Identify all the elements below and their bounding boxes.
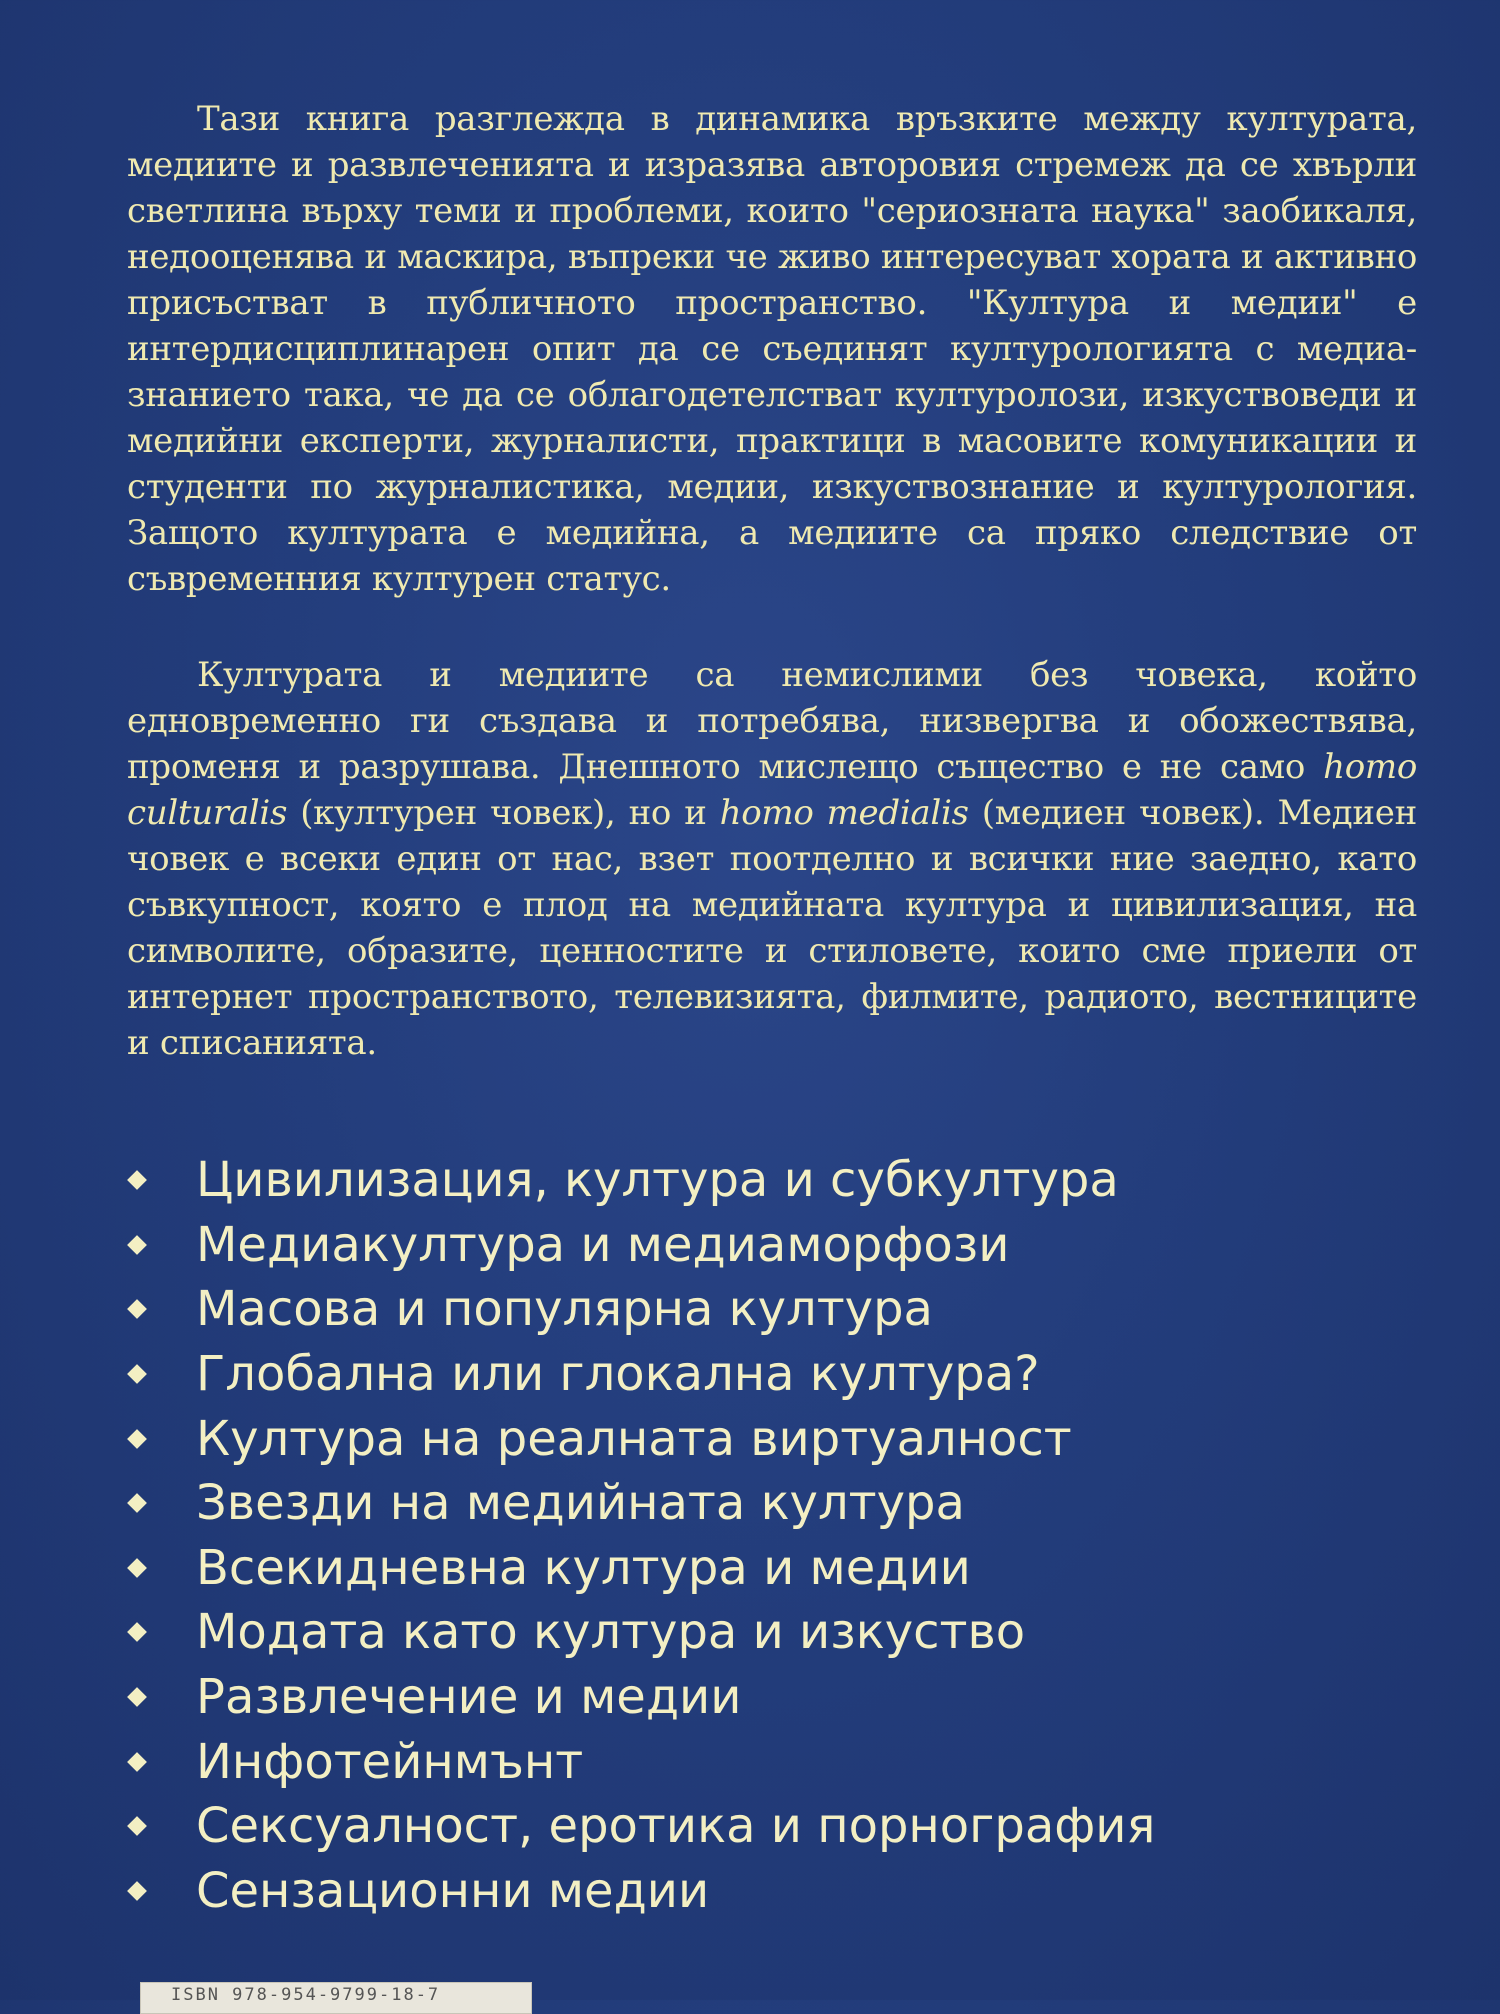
diamond-bullet-icon [127, 1235, 147, 1255]
topic-item [130, 1859, 1155, 1924]
topic-label: Култура на реалната виртуалност [196, 1410, 1072, 1467]
diamond-bullet-icon [127, 1623, 147, 1643]
topic-label: Сексуалност, еротика и порнография [196, 1798, 1156, 1855]
topic-item [130, 1471, 1155, 1536]
diamond-bullet-icon [127, 1752, 147, 1772]
topic-item [130, 1277, 1155, 1342]
topic-item [130, 1213, 1155, 1278]
topics-list [130, 1148, 1155, 1923]
topic-label: Глобална или глокална култура? [196, 1346, 1040, 1403]
blurb-paragraph-2-text-b: (културен човек), но и [287, 793, 720, 833]
diamond-bullet-icon [127, 1493, 147, 1513]
topic-label: Сензационни медии [196, 1862, 710, 1919]
topic-item [130, 1794, 1155, 1859]
isbn-barcode-label [140, 1982, 532, 2014]
topic-item [130, 1148, 1155, 1213]
topic-label: Масова и популярна култура [196, 1281, 933, 1338]
blurb-paragraph-2-text-c: (медиен човек). Медиен човек е всеки един от нас, взет поотделно и всички ние заедно, като съвкупност, която е плод на медийната култура и цивилизация, на символите, образите, ценностите и стиловете, които сме приели от интернет пространството, телевизията, филмите, радиото, вестниците и списанията. [127, 793, 1417, 1063]
diamond-bullet-icon [127, 1816, 147, 1836]
blurb-paragraph-2-text-a: Културата и медиите са немислими без човека, който едновременно ги създава и потребява, низвергва и обожествява, променя и разрушава. Днешното мислещо същество е не само [127, 655, 1417, 787]
diamond-bullet-icon [127, 1881, 147, 1901]
latin-term-homo-culturalis: homo culturalis [127, 747, 1417, 833]
topic-label: Развлечение и медии [196, 1669, 742, 1726]
topic-label: Всекидневна култура и медии [196, 1539, 971, 1596]
topic-label: Цивилизация, култура и субкултура [196, 1152, 1119, 1209]
topic-item [130, 1729, 1155, 1794]
diamond-bullet-icon [127, 1364, 147, 1384]
blurb-paragraph-2 [127, 652, 1417, 1066]
topic-label: Звезди на медийната култура [196, 1475, 965, 1532]
diamond-bullet-icon [127, 1687, 147, 1707]
topic-item [130, 1665, 1155, 1730]
blurb-paragraph-1 [127, 96, 1417, 602]
latin-term-homo-medialis: homo medialis [719, 793, 969, 833]
topic-item [130, 1600, 1155, 1665]
topic-label: Модата като култура и изкуство [196, 1604, 1026, 1661]
diamond-bullet-icon [127, 1170, 147, 1190]
isbn-text: ISBN 978-954-9799-18-7 [171, 1985, 441, 2005]
topic-item [130, 1342, 1155, 1407]
topic-item [130, 1536, 1155, 1601]
diamond-bullet-icon [127, 1429, 147, 1449]
topic-item [130, 1406, 1155, 1471]
topic-label: Медиакултура и медиаморфози [196, 1216, 1010, 1273]
blurb-paragraph-1-text: Тази книга разглежда в динамика връзките между културата, медиите и развлеченията и изразява авторовия стремеж да се хвърли светлина върху теми и проблеми, които "сериозната наука" заобикаля, недооценява и маскира, въпреки че живо интересуват хората и активно присъстват в публичното пространство. "Култура и медии" е интердисциплинарен опит да се съединят културологията с медиа-знанието така, че да се облагодетелстват културолози, изкуствоведи и медийни експерти, журналисти, практици в масовите комуникации и студенти по журналистика, медии, изкуствознание и културология. Защото културата е медийна, а медиите са пряко следствие от съвременния културен статус. [127, 99, 1417, 599]
diamond-bullet-icon [127, 1300, 147, 1320]
topic-label: Инфотейнмънт [196, 1733, 584, 1790]
diamond-bullet-icon [127, 1558, 147, 1578]
